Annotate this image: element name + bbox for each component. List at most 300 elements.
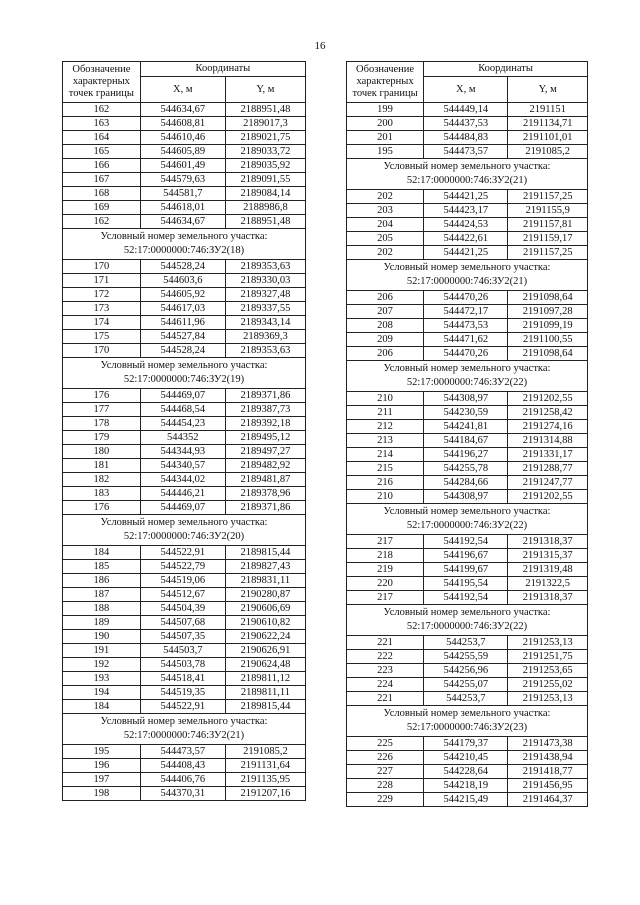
- y-coordinate-cell: 2191253,13: [508, 692, 588, 706]
- point-id-cell: 168: [63, 187, 141, 201]
- table-row: [63, 672, 306, 686]
- x-coordinate-cell: 544519,06: [140, 574, 225, 588]
- section-row: [63, 515, 306, 546]
- x-coordinate-cell: 544603,6: [140, 274, 225, 288]
- point-id-cell: 189: [63, 616, 141, 630]
- parcel-caption-label: Условный номер земельного участка:: [100, 360, 268, 371]
- point-id-cell: 203: [347, 204, 424, 218]
- y-coordinate-cell: 2189084,14: [225, 187, 305, 201]
- point-id-cell: 184: [63, 546, 141, 560]
- y-coordinate-cell: 2191098,64: [508, 291, 588, 305]
- y-coordinate-cell: 2188951,48: [225, 215, 305, 229]
- y-coordinate-cell: 2191100,55: [508, 333, 588, 347]
- y-coordinate-cell: 2190610,82: [225, 616, 305, 630]
- x-coordinate-cell: 544522,91: [140, 700, 225, 714]
- parcel-caption-label: Условный номер земельного участка:: [383, 506, 551, 517]
- table-row: [347, 333, 588, 347]
- point-id-cell: 199: [347, 103, 424, 117]
- table-row: [347, 218, 588, 232]
- point-id-cell: 186: [63, 574, 141, 588]
- point-id-cell: 162: [63, 215, 141, 229]
- table-row: [63, 602, 306, 616]
- point-id-cell: 180: [63, 445, 141, 459]
- parcel-caption-label: Условный номер земельного участка:: [383, 607, 551, 618]
- x-coordinate-cell: 544228,64: [424, 765, 508, 779]
- point-id-cell: 172: [63, 288, 141, 302]
- point-id-cell: 193: [63, 672, 141, 686]
- y-coordinate-cell: 2191202,55: [508, 392, 588, 406]
- point-id-cell: 219: [347, 563, 424, 577]
- parcel-number-caption: [347, 706, 588, 737]
- parcel-caption-label: Условный номер земельного участка:: [100, 231, 268, 242]
- point-id-cell: 214: [347, 448, 424, 462]
- page-number: 16: [314, 40, 326, 52]
- point-id-cell: 162: [63, 103, 141, 117]
- point-id-cell: 211: [347, 406, 424, 420]
- table-row: [347, 490, 588, 504]
- point-id-cell: 164: [63, 131, 141, 145]
- y-coordinate-cell: 2189831,11: [225, 574, 305, 588]
- y-coordinate-cell: 2189337,55: [225, 302, 305, 316]
- x-coordinate-cell: 544253,7: [424, 692, 508, 706]
- table-row: [63, 316, 306, 330]
- y-coordinate-cell: 2191418,77: [508, 765, 588, 779]
- x-coordinate-cell: 544340,57: [140, 459, 225, 473]
- x-coordinate-cell: 544179,37: [424, 737, 508, 751]
- section-row: [63, 358, 306, 389]
- table-row: [63, 745, 306, 759]
- y-coordinate-cell: 2191134,71: [508, 117, 588, 131]
- table-row: [347, 448, 588, 462]
- parcel-cadastral-number: 52:17:0000000:746:ЗУ2(18): [123, 245, 245, 256]
- y-coordinate-cell: 2191085,2: [225, 745, 305, 759]
- parcel-number-caption: [63, 358, 306, 389]
- x-coordinate-cell: 544610,46: [140, 131, 225, 145]
- x-coordinate-cell: 544421,25: [424, 246, 508, 260]
- point-id-cell: 221: [347, 692, 424, 706]
- point-id-cell: 215: [347, 462, 424, 476]
- point-id-cell: 220: [347, 577, 424, 591]
- y-coordinate-cell: 2189035,92: [225, 159, 305, 173]
- parcel-cadastral-number: 52:17:0000000:746:ЗУ2(21): [406, 175, 528, 186]
- point-id-cell: 167: [63, 173, 141, 187]
- table-row: [63, 487, 306, 501]
- x-coordinate-cell: 544192,54: [424, 535, 508, 549]
- y-coordinate-cell: 2190622,24: [225, 630, 305, 644]
- table-row: [63, 700, 306, 714]
- table-row: [347, 751, 588, 765]
- point-id-cell: 207: [347, 305, 424, 319]
- table-row: [63, 260, 306, 274]
- table-row: [347, 577, 588, 591]
- table-body: [347, 103, 588, 807]
- table-row: [63, 145, 306, 159]
- point-id-cell: 202: [347, 190, 424, 204]
- y-coordinate-cell: 2189369,3: [225, 330, 305, 344]
- y-coordinate-cell: 2189482,92: [225, 459, 305, 473]
- table-row: [347, 145, 588, 159]
- parcel-cadastral-number: 52:17:0000000:746:ЗУ2(23): [406, 722, 528, 733]
- table-row: [347, 347, 588, 361]
- parcel-caption-label: Условный номер земельного участка:: [383, 262, 551, 273]
- point-id-cell: 192: [63, 658, 141, 672]
- x-header: X, м: [140, 77, 225, 103]
- point-id-cell: 226: [347, 751, 424, 765]
- y-coordinate-cell: 2191331,17: [508, 448, 588, 462]
- point-id-cell: 176: [63, 389, 141, 403]
- y-coordinate-cell: 2189371,86: [225, 389, 305, 403]
- point-id-cell: 221: [347, 636, 424, 650]
- table-row: [63, 131, 306, 145]
- point-id-cell: 195: [63, 745, 141, 759]
- x-coordinate-cell: 544255,59: [424, 650, 508, 664]
- x-coordinate-cell: 544199,67: [424, 563, 508, 577]
- table-row: [63, 473, 306, 487]
- point-id-cell: 175: [63, 330, 141, 344]
- table-row: [63, 787, 306, 801]
- y-coordinate-cell: 2191131,64: [225, 759, 305, 773]
- parcel-number-caption: [347, 361, 588, 392]
- y-coordinate-cell: 2189387,73: [225, 403, 305, 417]
- x-coordinate-cell: 544230,59: [424, 406, 508, 420]
- y-coordinate-cell: 2191473,38: [508, 737, 588, 751]
- x-coordinate-cell: 544446,21: [140, 487, 225, 501]
- table-row: [63, 403, 306, 417]
- point-id-cell: 201: [347, 131, 424, 145]
- y-coordinate-cell: 2191135,95: [225, 773, 305, 787]
- coordinates-header: Координаты: [140, 62, 305, 77]
- table-row: [63, 417, 306, 431]
- x-coordinate-cell: 544503,7: [140, 644, 225, 658]
- table-row: [347, 434, 588, 448]
- y-coordinate-cell: 2189017,3: [225, 117, 305, 131]
- x-coordinate-cell: 544184,67: [424, 434, 508, 448]
- y-coordinate-cell: 2191159,17: [508, 232, 588, 246]
- table-row: [347, 117, 588, 131]
- point-id-cell: 209: [347, 333, 424, 347]
- point-id-cell: 217: [347, 535, 424, 549]
- table-row: [63, 501, 306, 515]
- coordinates-table-right: [346, 61, 588, 807]
- parcel-cadastral-number: 52:17:0000000:746:ЗУ2(21): [123, 730, 245, 741]
- coordinates-header: Координаты: [424, 62, 588, 77]
- point-id-cell: 228: [347, 779, 424, 793]
- table-row: [63, 215, 306, 229]
- section-row: [347, 260, 588, 291]
- x-coordinate-cell: 544196,67: [424, 549, 508, 563]
- table-row: [347, 476, 588, 490]
- table-row: [63, 431, 306, 445]
- table-row: [63, 103, 306, 117]
- parcel-cadastral-number: 52:17:0000000:746:ЗУ2(20): [123, 531, 245, 542]
- x-coordinate-cell: 544470,26: [424, 291, 508, 305]
- y-coordinate-cell: 2189481,87: [225, 473, 305, 487]
- table-row: [63, 302, 306, 316]
- table-row: [347, 392, 588, 406]
- parcel-cadastral-number: 52:17:0000000:746:ЗУ2(22): [406, 520, 528, 531]
- x-coordinate-cell: 544507,35: [140, 630, 225, 644]
- x-coordinate-cell: 544522,91: [140, 546, 225, 560]
- x-coordinate-cell: 544215,49: [424, 793, 508, 807]
- y-coordinate-cell: 2191253,65: [508, 664, 588, 678]
- point-id-cell: 171: [63, 274, 141, 288]
- x-coordinate-cell: 544484,83: [424, 131, 508, 145]
- point-id-cell: 216: [347, 476, 424, 490]
- x-coordinate-cell: 544581,7: [140, 187, 225, 201]
- table-row: [347, 319, 588, 333]
- parcel-caption-label: Условный номер земельного участка:: [100, 716, 268, 727]
- table-row: [63, 546, 306, 560]
- x-coordinate-cell: 544469,07: [140, 389, 225, 403]
- table-row: [63, 630, 306, 644]
- point-id-cell: 174: [63, 316, 141, 330]
- x-coordinate-cell: 544370,31: [140, 787, 225, 801]
- y-coordinate-cell: 2191315,37: [508, 549, 588, 563]
- x-coordinate-cell: 544470,26: [424, 347, 508, 361]
- table-row: [347, 793, 588, 807]
- x-coordinate-cell: 544423,17: [424, 204, 508, 218]
- parcel-number-caption: [347, 260, 588, 291]
- point-id-cell: 181: [63, 459, 141, 473]
- x-coordinate-cell: 544522,79: [140, 560, 225, 574]
- x-coordinate-cell: 544504,39: [140, 602, 225, 616]
- y-coordinate-cell: 2189815,44: [225, 700, 305, 714]
- point-id-cell: 205: [347, 232, 424, 246]
- table-row: [63, 644, 306, 658]
- table-row: [347, 462, 588, 476]
- x-coordinate-cell: 544449,14: [424, 103, 508, 117]
- x-coordinate-cell: 544308,97: [424, 392, 508, 406]
- x-coordinate-cell: 544406,76: [140, 773, 225, 787]
- table-row: [63, 288, 306, 302]
- y-coordinate-cell: 2189353,63: [225, 260, 305, 274]
- point-id-cell: 170: [63, 260, 141, 274]
- point-id-cell: 206: [347, 347, 424, 361]
- table-row: [63, 173, 306, 187]
- y-coordinate-cell: 2191314,88: [508, 434, 588, 448]
- point-id-cell: 224: [347, 678, 424, 692]
- table-row: [63, 389, 306, 403]
- y-coordinate-cell: 2191151: [508, 103, 588, 117]
- x-coordinate-cell: 544284,66: [424, 476, 508, 490]
- section-row: [63, 229, 306, 260]
- table-row: [63, 574, 306, 588]
- table-row: [347, 535, 588, 549]
- table-row: [347, 131, 588, 145]
- table-row: [63, 445, 306, 459]
- parcel-number-caption: [63, 515, 306, 546]
- y-coordinate-cell: 2189343,14: [225, 316, 305, 330]
- point-label-header: Обозначение характерных точек границы: [63, 62, 141, 103]
- point-id-cell: 191: [63, 644, 141, 658]
- parcel-caption-label: Условный номер земельного участка:: [383, 161, 551, 172]
- parcel-cadastral-number: 52:17:0000000:746:ЗУ2(22): [406, 621, 528, 632]
- point-id-cell: 213: [347, 434, 424, 448]
- y-coordinate-cell: 2189033,72: [225, 145, 305, 159]
- y-coordinate-cell: 2191322,5: [508, 577, 588, 591]
- x-coordinate-cell: 544611,96: [140, 316, 225, 330]
- table-row: [347, 291, 588, 305]
- x-coordinate-cell: 544503,78: [140, 658, 225, 672]
- table-row: [347, 246, 588, 260]
- table-body: [63, 103, 306, 801]
- x-coordinate-cell: 544255,07: [424, 678, 508, 692]
- coordinates-table-left: [62, 61, 306, 801]
- y-coordinate-cell: 2189353,63: [225, 344, 305, 358]
- table-row: [347, 591, 588, 605]
- x-coordinate-cell: 544195,54: [424, 577, 508, 591]
- point-id-cell: 195: [347, 145, 424, 159]
- y-coordinate-cell: 2191207,16: [225, 787, 305, 801]
- point-id-cell: 188: [63, 602, 141, 616]
- table-row: [63, 201, 306, 215]
- point-id-cell: 166: [63, 159, 141, 173]
- y-coordinate-cell: 2189378,96: [225, 487, 305, 501]
- y-coordinate-cell: 2191085,2: [508, 145, 588, 159]
- table-row: [63, 459, 306, 473]
- y-coordinate-cell: 2189811,11: [225, 686, 305, 700]
- y-coordinate-cell: 2189815,44: [225, 546, 305, 560]
- x-coordinate-cell: 544344,02: [140, 473, 225, 487]
- table-row: [347, 650, 588, 664]
- x-coordinate-cell: 544352: [140, 431, 225, 445]
- point-id-cell: 218: [347, 549, 424, 563]
- point-id-cell: 198: [63, 787, 141, 801]
- y-coordinate-cell: 2189330,03: [225, 274, 305, 288]
- x-header: X, м: [424, 77, 508, 103]
- point-id-cell: 170: [63, 344, 141, 358]
- x-coordinate-cell: 544256,96: [424, 664, 508, 678]
- table-row: [63, 330, 306, 344]
- x-coordinate-cell: 544617,03: [140, 302, 225, 316]
- x-coordinate-cell: 544579,63: [140, 173, 225, 187]
- point-id-cell: 229: [347, 793, 424, 807]
- table-row: [347, 103, 588, 117]
- parcel-caption-label: Условный номер земельного участка:: [100, 517, 268, 528]
- x-coordinate-cell: 544424,53: [424, 218, 508, 232]
- y-coordinate-cell: 2191464,37: [508, 793, 588, 807]
- point-id-cell: 163: [63, 117, 141, 131]
- y-coordinate-cell: 2189827,43: [225, 560, 305, 574]
- x-coordinate-cell: 544454,23: [140, 417, 225, 431]
- point-id-cell: 206: [347, 291, 424, 305]
- y-coordinate-cell: 2191318,37: [508, 591, 588, 605]
- x-coordinate-cell: 544422,61: [424, 232, 508, 246]
- point-id-cell: 222: [347, 650, 424, 664]
- table-row: [347, 305, 588, 319]
- point-id-cell: 194: [63, 686, 141, 700]
- y-coordinate-cell: 2191202,55: [508, 490, 588, 504]
- y-coordinate-cell: 2190626,91: [225, 644, 305, 658]
- x-coordinate-cell: 544469,07: [140, 501, 225, 515]
- y-coordinate-cell: 2191253,13: [508, 636, 588, 650]
- y-coordinate-cell: 2191258,42: [508, 406, 588, 420]
- point-id-cell: 210: [347, 392, 424, 406]
- point-id-cell: 184: [63, 700, 141, 714]
- x-coordinate-cell: 544472,17: [424, 305, 508, 319]
- parcel-cadastral-number: 52:17:0000000:746:ЗУ2(22): [406, 377, 528, 388]
- table-row: [63, 759, 306, 773]
- table-row: [347, 549, 588, 563]
- point-id-cell: 182: [63, 473, 141, 487]
- table-row: [347, 664, 588, 678]
- parcel-number-caption: [347, 605, 588, 636]
- point-id-cell: 165: [63, 145, 141, 159]
- parcel-number-caption: [347, 159, 588, 190]
- point-id-cell: 204: [347, 218, 424, 232]
- point-id-cell: 200: [347, 117, 424, 131]
- x-coordinate-cell: 544634,67: [140, 103, 225, 117]
- point-id-cell: 197: [63, 773, 141, 787]
- point-id-cell: 177: [63, 403, 141, 417]
- table-row: [347, 232, 588, 246]
- y-coordinate-cell: 2191247,77: [508, 476, 588, 490]
- table-row: [347, 420, 588, 434]
- y-coordinate-cell: 2189811,12: [225, 672, 305, 686]
- table-row: [347, 692, 588, 706]
- table-row: [347, 779, 588, 793]
- y-coordinate-cell: 2191288,77: [508, 462, 588, 476]
- y-coordinate-cell: 2191318,37: [508, 535, 588, 549]
- y-coordinate-cell: 2191157,81: [508, 218, 588, 232]
- y-coordinate-cell: 2189021,75: [225, 131, 305, 145]
- point-id-cell: 223: [347, 664, 424, 678]
- parcel-cadastral-number: 52:17:0000000:746:ЗУ2(21): [406, 276, 528, 287]
- table-row: [63, 344, 306, 358]
- x-coordinate-cell: 544601,49: [140, 159, 225, 173]
- y-coordinate-cell: 2188951,48: [225, 103, 305, 117]
- y-coordinate-cell: 2189327,48: [225, 288, 305, 302]
- point-id-cell: 185: [63, 560, 141, 574]
- table-row: [63, 658, 306, 672]
- y-coordinate-cell: 2191157,25: [508, 246, 588, 260]
- table-row: [63, 588, 306, 602]
- parcel-caption-label: Условный номер земельного участка:: [383, 708, 551, 719]
- x-coordinate-cell: 544605,92: [140, 288, 225, 302]
- x-coordinate-cell: 544408,43: [140, 759, 225, 773]
- y-coordinate-cell: 2190280,87: [225, 588, 305, 602]
- table-row: [63, 117, 306, 131]
- x-coordinate-cell: 544253,7: [424, 636, 508, 650]
- x-coordinate-cell: 544507,68: [140, 616, 225, 630]
- point-id-cell: 210: [347, 490, 424, 504]
- x-coordinate-cell: 544196,27: [424, 448, 508, 462]
- x-coordinate-cell: 544528,24: [140, 344, 225, 358]
- x-coordinate-cell: 544518,41: [140, 672, 225, 686]
- point-id-cell: 190: [63, 630, 141, 644]
- x-coordinate-cell: 544241,81: [424, 420, 508, 434]
- y-coordinate-cell: 2191274,16: [508, 420, 588, 434]
- x-coordinate-cell: 544468,54: [140, 403, 225, 417]
- x-coordinate-cell: 544608,81: [140, 117, 225, 131]
- y-coordinate-cell: 2189495,12: [225, 431, 305, 445]
- x-coordinate-cell: 544528,24: [140, 260, 225, 274]
- point-label-header: Обозначение характерных точек границы: [347, 62, 424, 103]
- section-row: [347, 159, 588, 190]
- point-id-cell: 217: [347, 591, 424, 605]
- y-coordinate-cell: 2191099,19: [508, 319, 588, 333]
- y-coordinate-cell: 2191456,95: [508, 779, 588, 793]
- table-row: [63, 274, 306, 288]
- table-row: [63, 686, 306, 700]
- y-coordinate-cell: 2191438,94: [508, 751, 588, 765]
- x-coordinate-cell: 544512,67: [140, 588, 225, 602]
- x-coordinate-cell: 544471,62: [424, 333, 508, 347]
- point-id-cell: 173: [63, 302, 141, 316]
- table-row: [347, 406, 588, 420]
- point-id-cell: 179: [63, 431, 141, 445]
- table-row: [347, 737, 588, 751]
